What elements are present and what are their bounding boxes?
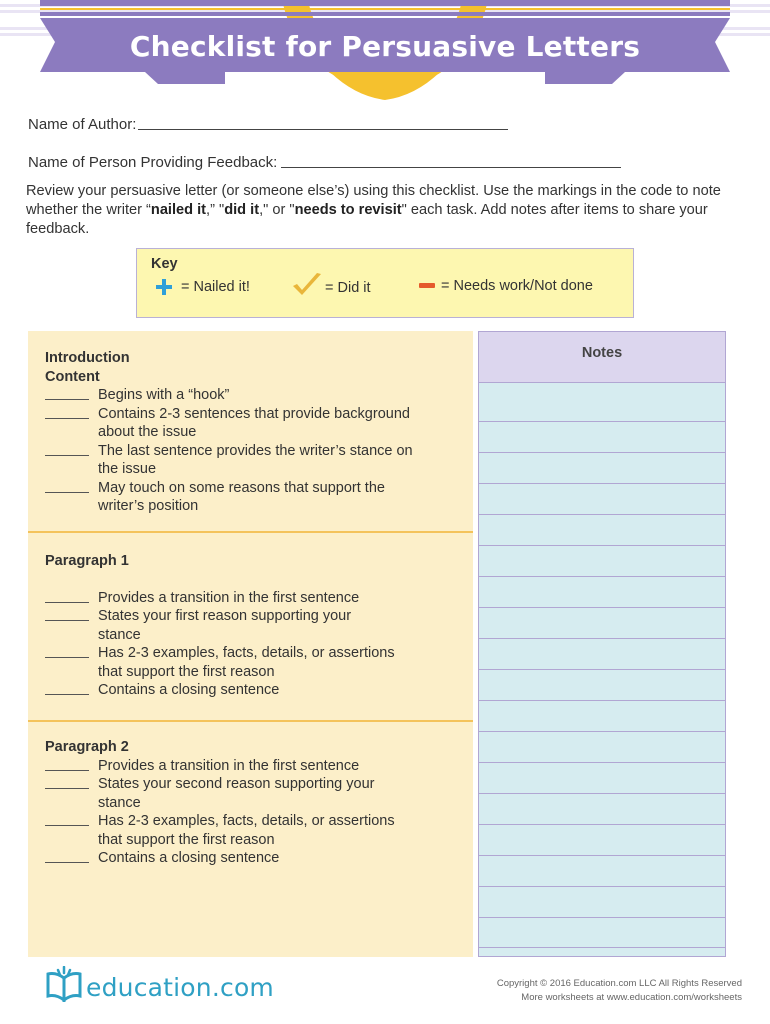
section-paragraph-1 xyxy=(45,552,468,700)
checklist-item-continued xyxy=(45,831,468,850)
minus-icon xyxy=(419,282,435,290)
notes-rule-line xyxy=(479,886,725,887)
plus-icon xyxy=(155,278,173,296)
checklist-item-continued xyxy=(45,460,468,479)
key-needs: = Needs work/Not done xyxy=(419,278,593,294)
checklist-item-text: Has 2-3 examples, facts, details, or assertions xyxy=(98,813,395,829)
checklist-item-continued xyxy=(45,626,468,645)
checklist-item-text: States your first reason supporting your xyxy=(98,608,352,624)
author-field[interactable] xyxy=(28,116,508,133)
section-title: Introduction xyxy=(45,350,130,366)
checklist-item-text: May touch on some reasons that support the xyxy=(98,479,385,496)
section-subtitle: Content xyxy=(45,368,100,385)
notes-rule-line xyxy=(479,824,725,825)
logo-text: education.com xyxy=(86,973,274,1002)
notes-column[interactable] xyxy=(478,331,726,957)
indent-spacer xyxy=(45,794,89,807)
indent-spacer xyxy=(45,423,89,436)
author-label: Name of Author: xyxy=(28,116,137,133)
notes-rule-line xyxy=(479,452,725,453)
mark-blank[interactable] xyxy=(45,644,89,658)
copyright-line: Copyright © 2016 Education.com LLC All Rights Reserved xyxy=(496,978,742,989)
section-title: Paragraph 2 xyxy=(45,739,129,755)
checklist-item-text: Contains a closing sentence xyxy=(98,850,280,866)
mark-blank[interactable] xyxy=(45,479,89,493)
check-icon xyxy=(291,272,323,298)
notes-rule-line xyxy=(479,483,725,484)
indent-spacer xyxy=(45,460,89,473)
notes-rule-line xyxy=(479,638,725,639)
checklist-item-text: stance xyxy=(98,794,141,811)
notes-rule-line xyxy=(479,917,725,918)
notes-rule-line xyxy=(479,545,725,546)
indent-spacer xyxy=(45,663,89,676)
mark-blank[interactable] xyxy=(45,681,89,695)
checklist-item-text: about the issue xyxy=(98,424,197,440)
checklist-item[interactable] xyxy=(45,757,468,776)
notes-rule-line xyxy=(479,855,725,856)
checklist-item-text: Begins with a “hook” xyxy=(98,387,230,403)
checklist-item[interactable] xyxy=(45,775,468,794)
section-divider xyxy=(28,531,473,533)
notes-rule-line xyxy=(479,607,725,608)
checklist-item[interactable] xyxy=(45,812,468,831)
checklist-item[interactable] xyxy=(45,589,468,608)
checklist-item[interactable] xyxy=(45,681,468,700)
indent-spacer xyxy=(45,831,89,844)
mark-blank[interactable] xyxy=(45,442,89,456)
notes-rule-line xyxy=(479,421,725,422)
mark-blank[interactable] xyxy=(45,405,89,419)
section-introduction xyxy=(45,349,468,516)
notes-rule-line xyxy=(479,669,725,670)
author-blank[interactable] xyxy=(138,128,508,130)
notes-rule-line xyxy=(479,514,725,515)
mark-blank[interactable] xyxy=(45,757,89,771)
feedback-blank[interactable] xyxy=(281,166,621,168)
worksheets-link[interactable]: More worksheets at www.education.com/worksheets xyxy=(521,992,742,1003)
indent-spacer xyxy=(45,497,89,510)
mark-blank[interactable] xyxy=(45,812,89,826)
checklist-item-text: stance xyxy=(98,626,141,643)
checklist-item-continued xyxy=(45,663,468,682)
checklist-item-text: Has 2-3 examples, facts, details, or assertions xyxy=(98,645,395,661)
feedback-field[interactable] xyxy=(28,154,621,171)
key-did: = Did it xyxy=(291,272,371,298)
book-icon xyxy=(44,966,86,1002)
education-logo xyxy=(44,966,274,1002)
nailed-it-term: nailed it xyxy=(150,202,207,218)
checklist-item-text: Contains a closing sentence xyxy=(98,682,280,698)
key-title: Key xyxy=(151,256,178,272)
feedback-label: Name of Person Providing Feedback: xyxy=(28,154,278,171)
checklist-item-text: that support the first reason xyxy=(98,663,275,680)
notes-rule-line xyxy=(479,700,725,701)
key-nailed: = Nailed it! xyxy=(155,278,250,296)
did-it-term: did it xyxy=(224,202,260,218)
notes-rule-line xyxy=(479,576,725,577)
checklist-item[interactable] xyxy=(45,607,468,626)
mark-blank[interactable] xyxy=(45,775,89,789)
checklist-item-continued xyxy=(45,423,468,442)
mark-blank[interactable] xyxy=(45,589,89,603)
checklist-item[interactable] xyxy=(45,644,468,663)
checklist-item-text: Contains 2-3 sentences that provide background xyxy=(98,405,410,422)
notes-rule-line xyxy=(479,947,725,948)
notes-rule-line xyxy=(479,731,725,732)
checklist-item-text: that support the first reason xyxy=(98,831,275,848)
checklist-item-text: the issue xyxy=(98,461,157,477)
notes-rule-line xyxy=(479,762,725,763)
notes-header: Notes xyxy=(478,331,726,383)
key-box xyxy=(136,248,634,318)
checklist-item-text: writer’s position xyxy=(98,498,199,514)
mark-blank[interactable] xyxy=(45,849,89,863)
checklist-item-text: The last sentence provides the writer’s stance on xyxy=(98,442,413,459)
needs-revisit-term: needs to revisit xyxy=(294,202,402,218)
checklist-item-continued xyxy=(45,497,468,516)
checklist-item-continued xyxy=(45,794,468,813)
indent-spacer xyxy=(45,626,89,639)
page-title: Checklist for Persuasive Letters xyxy=(129,30,641,63)
checklist-item[interactable] xyxy=(45,386,468,405)
checklist-item-text: States your second reason supporting your xyxy=(98,776,375,792)
checklist-item[interactable] xyxy=(45,405,468,424)
section-paragraph-2 xyxy=(45,738,468,868)
copyright xyxy=(497,977,742,1005)
checklist-item-text: Provides a transition in the first sentence xyxy=(98,589,360,606)
section-divider xyxy=(28,720,473,722)
instructions-paragraph: Review your persuasive letter (or someone else’s) using this checklist. Use the markings in the code to note whether the writer “nailed it,” "did it," or "needs to revisit" each task. Add notes after items to share your feedback. xyxy=(26,183,721,237)
mark-blank[interactable] xyxy=(45,607,89,621)
checklist-item[interactable] xyxy=(45,442,468,461)
section-title: Paragraph 1 xyxy=(45,553,129,569)
checklist-item[interactable] xyxy=(45,849,468,868)
mark-blank[interactable] xyxy=(45,386,89,400)
checklist-item[interactable] xyxy=(45,479,468,498)
checklist-item-text: Provides a transition in the first sentence xyxy=(98,757,360,774)
notes-rule-line xyxy=(479,793,725,794)
